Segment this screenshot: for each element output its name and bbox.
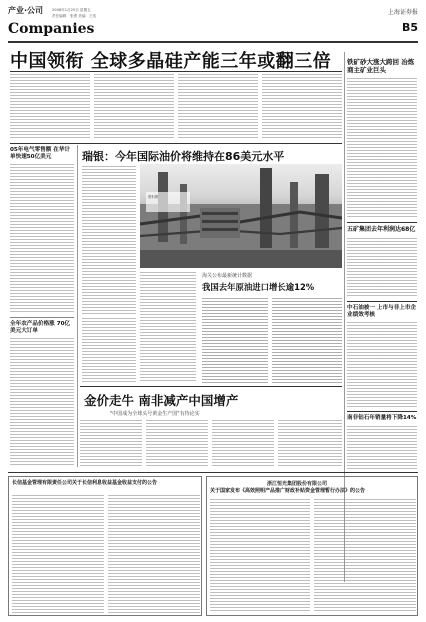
right-rule-2 (347, 222, 417, 223)
right-rule-3 (347, 301, 417, 302)
bottom-story-rule (80, 386, 342, 387)
right-headline-3: 中石油被一 上市与非上市企业绩效考核 (347, 305, 417, 318)
ad-right-company: 浙江恒光集团股份有限公司 (267, 481, 328, 487)
ad-right-title: 关于国家发布《高效照明产品推广财政补贴资金管理暂行办法》的公告 (210, 488, 366, 494)
middle-center-body-2 (272, 298, 342, 384)
refinery-illustration (140, 164, 342, 268)
refinery-photo (140, 164, 342, 268)
main-story-col-2 (94, 74, 174, 140)
left-divider (10, 317, 74, 318)
middle-center-kicker: 海关公布最新统计数据 (202, 273, 253, 279)
bottom-center-col-3 (212, 420, 274, 468)
ads-top-rule (8, 472, 418, 473)
main-headline-rule (10, 71, 342, 72)
bottom-center-subhead: "中国成为全球头号黄金生产国"有待论实 (110, 411, 200, 417)
masthead (8, 5, 418, 48)
bottom-center-col-1 (80, 420, 142, 468)
left-story-1-body (10, 164, 74, 314)
ad-right-body-1 (210, 499, 310, 613)
left-story-2-body (10, 338, 74, 466)
bottom-center-col-4 (278, 420, 342, 468)
main-story-col-3 (178, 74, 258, 140)
section-label-en: Companies (8, 21, 95, 37)
left-headline-2: 全年农产品价格涨 70亿美元大订单 (10, 321, 71, 334)
left-headline-1: 05年电气零售额 在华计单快速50亿美元 (10, 147, 71, 160)
section-label: 产业·公司 (8, 6, 44, 15)
bottom-center-col-2 (146, 420, 208, 468)
right-top-headline: 铁矿砂大涨大跨回 冶炼商主矿业巨头 (347, 58, 415, 74)
middle-center-headline: 我国去年原油进口增长逾12% (202, 282, 315, 292)
date-line: 2008年1月25日 星期五 (52, 8, 91, 12)
right-story-4-body (347, 426, 417, 470)
page-number: B5 (401, 21, 418, 34)
right-rule-4 (347, 411, 417, 412)
main-headline: 中国领衔 全球多晶硅产能三年或翻三倍 (10, 51, 332, 72)
left-col-rule (10, 143, 342, 144)
photo-caption: 资料图 (148, 195, 159, 199)
left-col-vertical (77, 145, 78, 467)
mid-feature-col-3 (82, 318, 136, 382)
ad-right-body-2 (314, 499, 416, 613)
mid-feature-headline: 瑞银：今年国际油价将维持在86美元水平 (82, 150, 285, 163)
paper-name: 上海证券报 (387, 9, 418, 16)
main-story-col-4 (262, 74, 342, 140)
ad-left (8, 476, 202, 616)
middle-center-body-1 (202, 298, 268, 384)
mid-feature-col-2 (140, 272, 196, 382)
ad-right (206, 476, 418, 616)
ad-left-body-1 (12, 495, 104, 613)
ad-left-body-2 (108, 495, 200, 613)
mid-feature-col-1 (82, 166, 136, 314)
right-top-body (347, 78, 417, 218)
right-headline-4: 南非钻石年销量将下降14% (347, 415, 417, 421)
editor-line: 责任编辑：张勇 美编：王奕 (52, 14, 97, 18)
main-story-col-1 (10, 74, 90, 140)
bottom-center-headline: 金价走牛 南非减产中国增产 (84, 393, 239, 408)
right-story-3-body (347, 322, 417, 408)
right-headline-2: 五矿集团去年利润达68亿 (347, 226, 416, 233)
masthead-rule (8, 41, 418, 43)
ad-left-title: 长信基金管理有限责任公司关于长信利息收益基金收益支付的公告 (12, 480, 158, 486)
right-story-2-body (347, 238, 417, 298)
